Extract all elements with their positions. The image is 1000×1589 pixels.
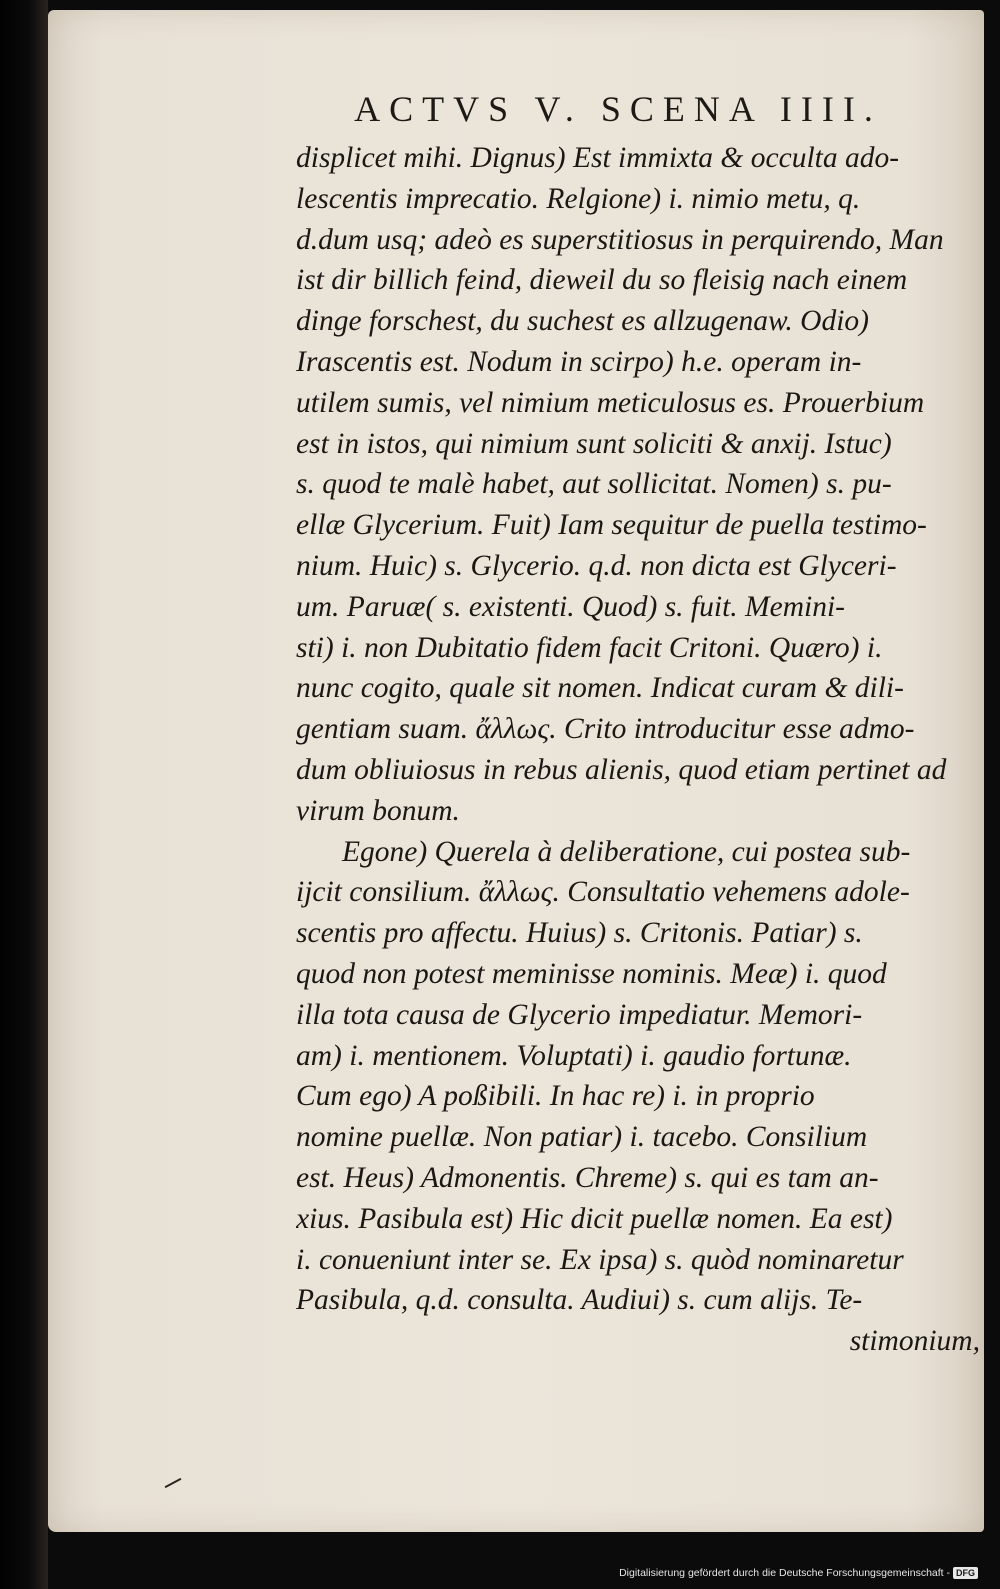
text-line: ist dir billich feind, dieweil du so fleisig nach einem (296, 264, 908, 297)
text-line: xius. Pasibula est) Hic dicit puellæ nomen. Ea est) (296, 1202, 893, 1235)
text-line: um. Paruæ( s. existenti. Quod) s. fuit. Memini- (296, 590, 845, 623)
text-line: ijcit consilium. ἄλλως. Consultatio vehemens adole- (296, 876, 910, 909)
text-line: Pasibula, q.d. consulta. Audiui) s. cum alijs. Te- (296, 1284, 863, 1317)
text-line: lescentis imprecatio. Relgione) i. nimio metu, q. (296, 182, 861, 215)
ink-mark (165, 1478, 182, 1488)
text-line: nomine puellæ. Non patiar) i. tacebo. Consilium (296, 1121, 868, 1154)
dfg-logo: DFG (953, 1567, 978, 1579)
text-line: Cum ego) A poßibili. In hac re) i. in proprio (296, 1080, 815, 1113)
running-header: ACTVS V. SCENA IIII. (354, 89, 882, 129)
scanner-background (0, 0, 48, 1589)
text-line: dum obliuiosus in rebus alienis, quod etiam pertinet ad (296, 753, 947, 786)
text-line: displicet mihi. Dignus) Est immixta & occulta ado- (296, 142, 900, 174)
paragraph-start-line: Egone) Querela à deliberatione, cui postea sub- (342, 835, 911, 868)
text-line: scentis pro affectu. Huius) s. Critonis. Patiar) s. (296, 917, 863, 950)
text-line: quod non potest meminisse nominis. Meæ) i. quod (296, 957, 887, 990)
text-line: nium. Huic) s. Glycerio. q.d. non dicta est Glyceri- (296, 549, 897, 582)
text-line: dinge forschest, du suchest es allzugenaw. Odio) (296, 305, 870, 338)
text-line: illa tota causa de Glycerio impediatur. Memori- (296, 998, 863, 1031)
text-line: i. conueniunt inter se. Ex ipsa) s. quòd nominaretur (296, 1243, 904, 1276)
digitization-credit (619, 1567, 978, 1579)
text-line: nunc cogito, quale sit nomen. Indicat curam & dili- (296, 672, 904, 705)
credit-text: Digitalisierung gefördert durch die Deutsche Forschungsgemeinschaft - (619, 1567, 950, 1579)
catchword: stimonium, (849, 1325, 980, 1358)
text-line: ellæ Glycerium. Fuit) Iam sequitur de puella testimo- (296, 509, 927, 542)
text-line: sti) i. non Dubitatio fidem facit Critoni. Quæro) i. (296, 631, 883, 664)
text-line: d.dum usq; adeò es superstitiosus in perquirendo, Man (296, 223, 944, 256)
text-line: est in istos, qui nimium sunt soliciti & anxij. Istuc) (296, 427, 892, 460)
book-page (48, 10, 984, 1532)
text-line: gentiam suam. ἄλλως. Crito introducitur esse admo- (296, 713, 915, 746)
commentary-text (296, 138, 984, 1362)
text-line: est. Heus) Admonentis. Chreme) s. qui es tam an- (296, 1161, 879, 1194)
text-line: utilem sumis, vel nimium meticulosus es. Prouerbium (296, 386, 925, 419)
text-line: am) i. mentionem. Voluptati) i. gaudio fortunæ. (296, 1039, 852, 1072)
text-line: s. quod te malè habet, aut sollicitat. Nomen) s. pu- (296, 468, 892, 501)
text-line: virum bonum. (296, 794, 460, 827)
text-line: Irascentis est. Nodum in scirpo) h.e. operam in- (296, 345, 862, 378)
